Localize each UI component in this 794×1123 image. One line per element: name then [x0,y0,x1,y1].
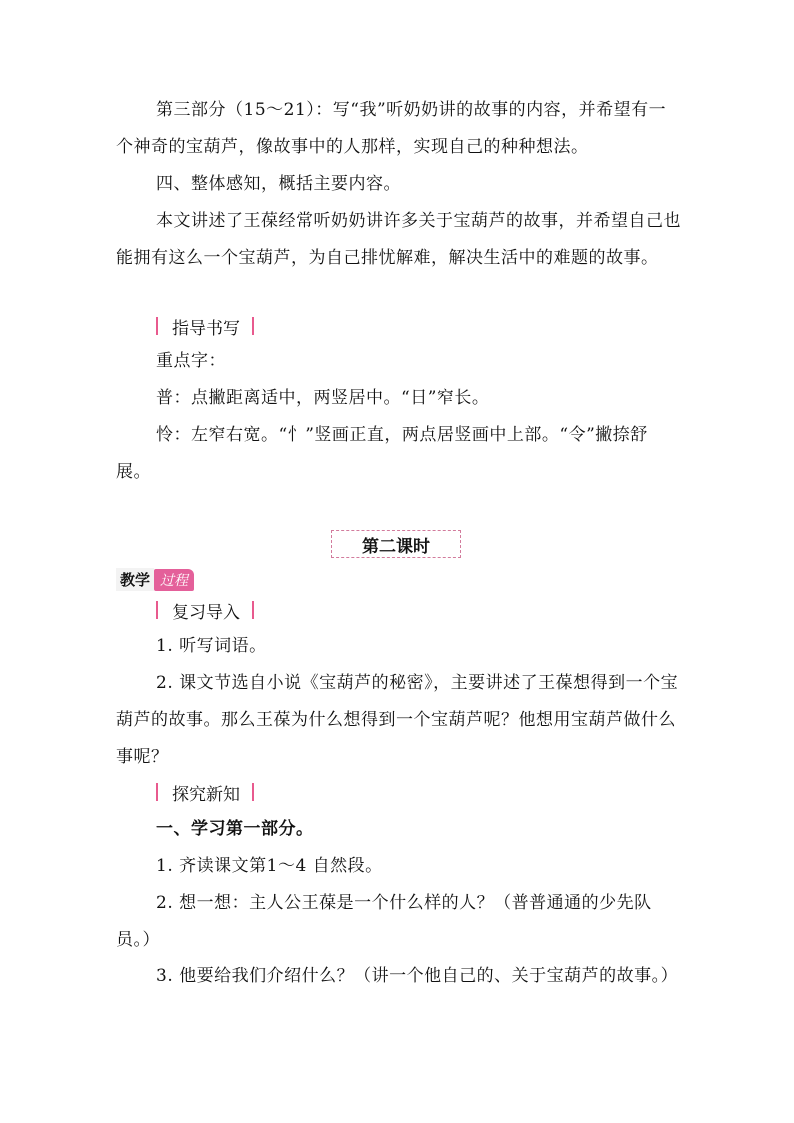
heading-review-intro [156,600,254,623]
heading-bar-left [156,601,158,619]
heading-explore-new [156,782,254,805]
badge-left: 教学 [116,568,154,591]
paragraph-char-pu: 普：点撇距离适中，两竖居中。“日”窄长。 [156,388,490,408]
heading-label: 探究新知 [172,784,240,805]
paragraph-study-part-one: 一、学习第一部分。 [156,819,314,839]
heading-label: 复习导入 [172,602,240,623]
paragraph-lesson-intro: 2. 课文节选自小说《宝葫芦的秘密》，主要讲述了王葆想得到一个宝葫芦的故事。那么王葆为什么想得到一个宝葫芦呢？他想用宝葫芦做什么事呢？ [116,673,679,767]
paragraph-question-introduce: 3. 他要给我们介绍什么？（讲一个他自己的、关于宝葫芦的故事。） [156,966,679,986]
heading-bar-right [252,317,254,335]
badge-right: 过程 [154,569,194,591]
heading-bar-right [252,783,254,801]
lesson-title: 第二课时 [331,530,461,558]
paragraph-char-lian: 怜：左窄右宽。“忄”竖画正直，两点居竖画中上部。“令”撇捺舒展。 [116,425,648,482]
paragraph-overall-perception: 四、整体感知，概括主要内容。 [156,174,401,194]
paragraph-read-aloud: 1. 齐读课文第1～4 自然段。 [156,856,383,876]
paragraph-part-three: 第三部分（15～21）：写“我”听奶奶讲的故事的内容，并希望有一个神奇的宝葫芦，像故事中的人那样，实现自己的种种想法。 [116,100,667,157]
teaching-process-badge [116,568,194,591]
heading-bar-left [156,317,158,335]
paragraph-question-protagonist: 2. 想一想：主人公王葆是一个什么样的人？（普普通通的少先队员。） [116,893,652,950]
paragraph-key-chars: 重点字： [156,351,226,371]
paragraph-main-content: 本文讲述了王葆经常听奶奶讲许多关于宝葫芦的故事，并希望自己也能拥有这么一个宝葫芦，为自己排忧解难，解决生活中的难题的故事。 [116,211,681,268]
heading-bar-left [156,783,158,801]
heading-bar-right [252,601,254,619]
heading-label: 指导书写 [172,318,240,339]
paragraph-dictation: 1. 听写词语。 [156,636,267,656]
heading-writing-guide [156,316,254,339]
